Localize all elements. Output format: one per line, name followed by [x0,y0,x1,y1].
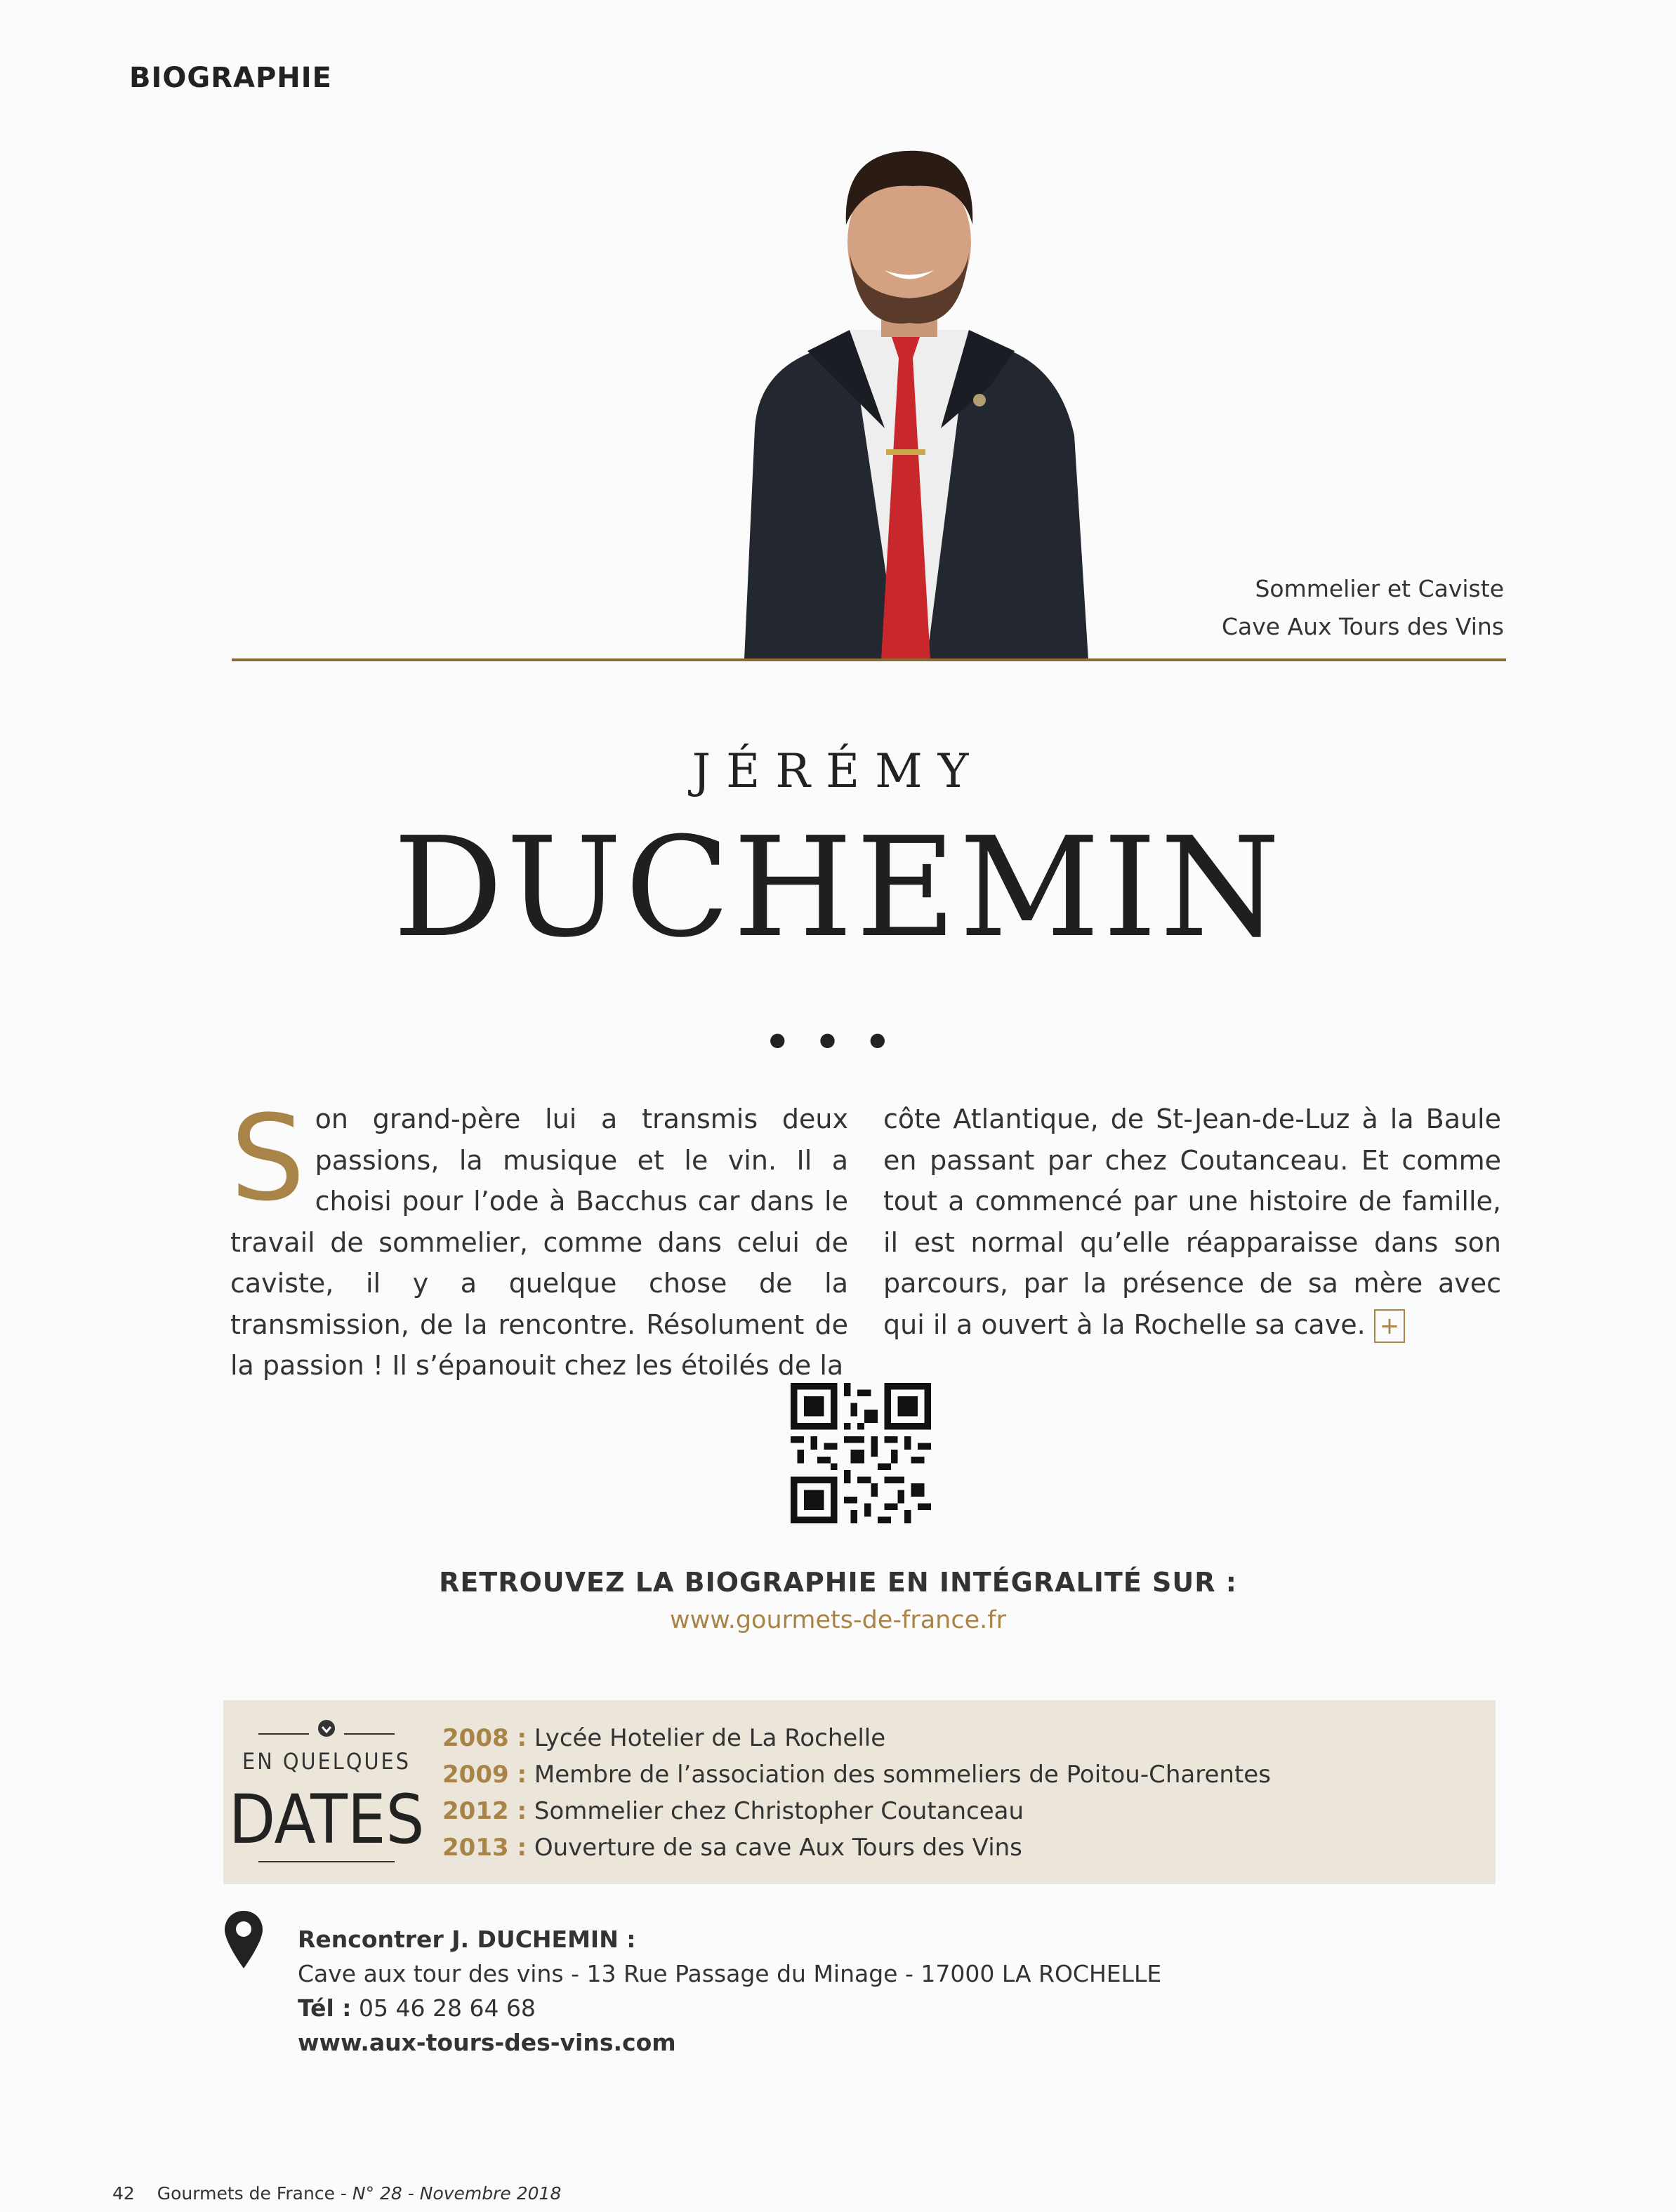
divider-dots: ••• [763,1014,913,1071]
phone-number[interactable]: 05 46 28 64 68 [359,1994,536,2022]
date-year: 2013 : [442,1834,527,1862]
date-item [442,1829,1271,1866]
date-item [442,1756,1271,1793]
body-column-right [883,1099,1501,1345]
body-text-left: on grand-père lui a transmis deux passions, la musique et le vin. Il a choisi pour l’ode à Bacchus car dans le travail de sommelier, comme dans celui de caviste, il y a quelque chose de la transmission, de la rencontre. Résolument de la passion ! Il s’épanouit chez les étoilés de la [230,1104,848,1381]
read-more-button[interactable]: + [1374,1309,1406,1343]
dates-badge-top: EN QUELQUES [242,1748,411,1775]
page-footer [112,2183,561,2204]
date-text: Lycée Hotelier de La Rochelle [534,1724,886,1752]
dates-badge [228,1713,425,1873]
role-venue: Cave Aux Tours des Vins [1221,613,1504,640]
arrow-down-icon [318,1720,335,1737]
dropcap: S [230,1090,305,1227]
date-item [442,1793,1271,1829]
cta-title: RETROUVEZ LA BIOGRAPHIE EN INTÉGRALITÉ SUR : [439,1567,1237,1598]
publication-name: Gourmets de France - [157,2183,347,2204]
last-name: DUCHEMIN [392,808,1284,968]
body-column-left [230,1090,848,1386]
first-name: JÉRÉMY [692,744,984,798]
contact-title: Rencontrer J. DUCHEMIN : [298,1926,636,1953]
role-caption [1222,570,1504,646]
contact-website[interactable]: www.aux-tours-des-vins.com [298,2029,676,2056]
gold-rule [232,658,1506,661]
date-item [442,1720,1271,1756]
contact-phone-row [298,1991,1161,2025]
date-text: Ouverture de sa cave Aux Tours des Vins [534,1834,1022,1862]
date-year: 2009 : [442,1761,527,1789]
section-label: BIOGRAPHIE [129,62,332,94]
issue-info: N° 28 - Novembre 2018 [352,2183,562,2204]
dates-list [442,1720,1271,1866]
contact-block [298,1922,1161,2060]
qr-code[interactable] [791,1383,931,1523]
date-text: Sommelier chez Christopher Coutanceau [534,1797,1024,1825]
dates-badge-main: DATES [228,1780,425,1859]
phone-label: Tél : [298,1994,352,2022]
contact-address: Cave aux tour des vins - 13 Rue Passage du Minage - 17000 LA ROCHELLE [298,1960,1162,1987]
date-text: Membre de l’association des sommeliers de Poitou-Charentes [534,1761,1271,1789]
date-year: 2012 : [442,1797,527,1825]
portrait-photo [632,119,1180,660]
cta-link[interactable]: www.gourmets-de-france.fr [670,1606,1006,1634]
page-number: 42 [112,2183,135,2204]
role-title: Sommelier et Caviste [1255,575,1504,602]
body-text-right: côte Atlantique, de St-Jean-de-Luz à la Baule en passant par chez Coutanceau. Et comme tout a commencé par une histoire de famille, il est normal qu’elle réapparaisse dans son parcours, par la présence de sa mère avec qui il a ouvert à la Rochelle sa cave. [883,1104,1501,1340]
location-pin-icon [223,1909,264,1970]
date-year: 2008 : [442,1724,527,1752]
